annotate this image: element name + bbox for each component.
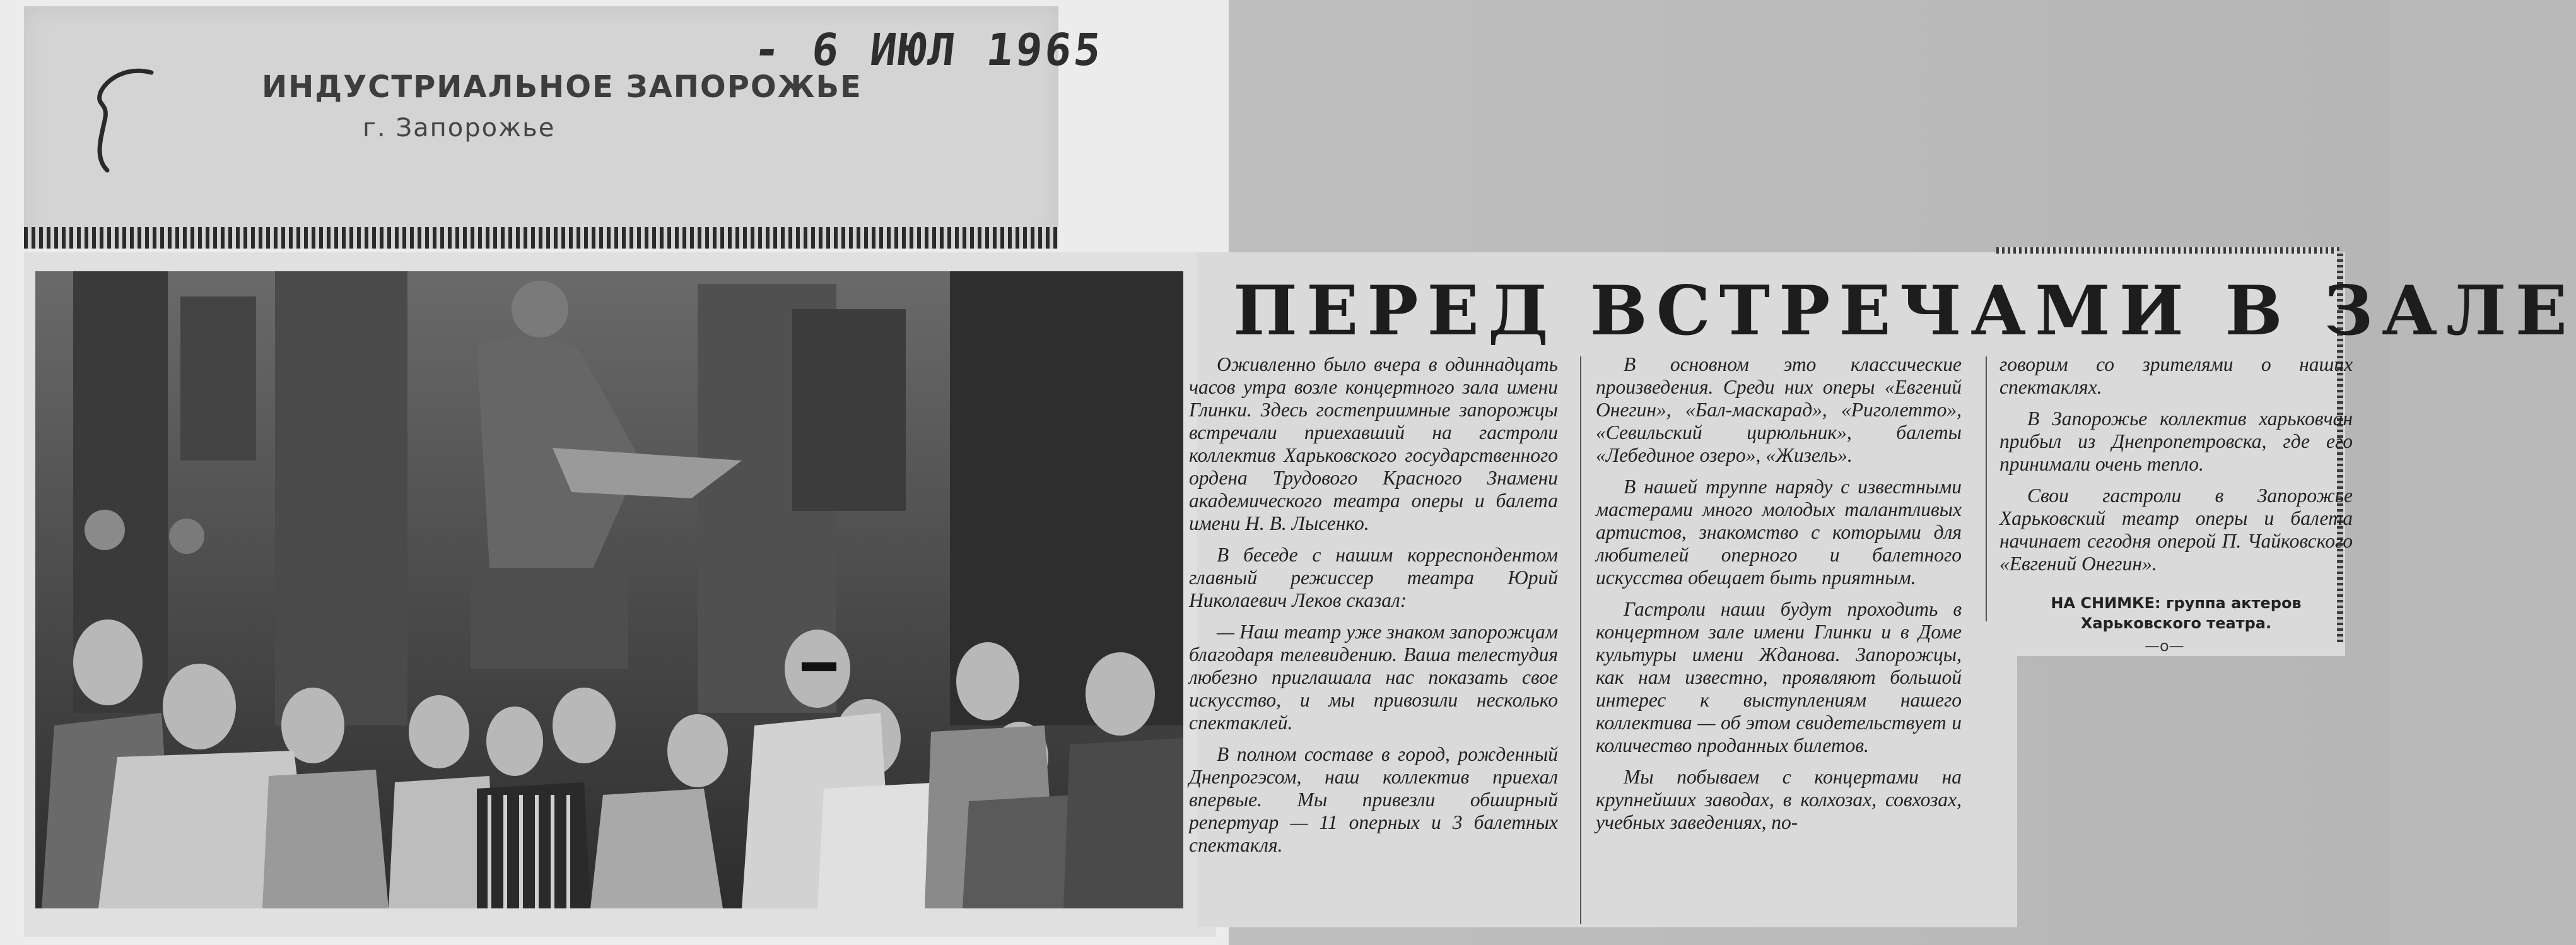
paragraph: Гастроли наши будут проходить в концертном зале имени Глинки и в Доме культуры имени Жданова. Запорожцы, как нам известно, проявляют большой интерес к выступлениям нашего коллектива — об этом свидетельствует и количество проданных билетов. — [1596, 598, 1962, 756]
end-mark: —о— — [2145, 637, 2184, 655]
paragraph: В нашей труппе наряду с известными мастерами много молодых талантливых артистов, знакомство с которыми для любителей оперного и балетного искусства обещает быть приятным. — [1596, 476, 1962, 589]
photo-frame — [24, 252, 1216, 937]
column-divider — [1986, 356, 1987, 621]
article-headline: ПЕРЕД ВСТРЕЧАМИ В ЗАЛЕ — [1233, 271, 2576, 351]
article-column-2 — [1596, 353, 1962, 843]
paragraph: В Запорожье коллектив харьковчан прибыл из Днепропетровска, где его принимали очень тепло. — [1999, 408, 2353, 475]
top-perforation — [1996, 247, 2340, 254]
newspaper-name: ИНДУСТРИАЛЬНОЕ ЗАПОРОЖЬЕ — [262, 69, 862, 105]
group-photo — [35, 271, 1183, 908]
paragraph: В основном это классические произведения. Среди них оперы «Евгений Онегин», «Бал-маскарад», «Риголетто», «Севильский цирюльник», балеты «Лебединое озеро», «Жизель». — [1596, 353, 1962, 466]
caption-label: НА СНИМКЕ: — [2051, 594, 2161, 612]
perforation-edge — [24, 227, 1058, 249]
paragraph: говорим со зрителями о наших спектаклях. — [1999, 353, 2353, 398]
pencil-mark-icon — [82, 63, 164, 177]
paragraph: В полном составе в город, рожденный Днепрогэсом, наш коллектив приехал впервые. Мы привезли обширный репертуар — 11 оперных и 3 балетных спектакля. — [1189, 743, 1558, 856]
paragraph: Свои гастроли в Запорожье Харьковский театр оперы и балета начинает сегодня оперой П. Чайковского «Евгений Онегин». — [1999, 484, 2353, 575]
paragraph: Мы побываем с концертами на крупнейших заводах, в колхозах, совхозах, учебных заведениях, по- — [1596, 766, 1962, 833]
paragraph: — Наш театр уже знаком запорожцам благодаря телевидению. Ваша телестудия любезно приглашала нас показать свое искусство, и мы привозили несколько спектаклей. — [1189, 621, 1558, 734]
newspaper-city: г. Запорожье — [363, 114, 556, 143]
photo-image — [35, 271, 1183, 908]
photo-caption — [1999, 593, 2353, 633]
caption-text: группа актеров Харьковского театра. — [2080, 594, 2302, 632]
column-divider — [1580, 356, 1581, 924]
paragraph: В беседе с нашим корреспондентом главный режиссер театра Юрий Николаевич Леков сказал: — [1189, 544, 1558, 611]
clipping-date: - 6 ИЮЛ 1965 — [751, 24, 1106, 76]
article-column-1 — [1189, 353, 1558, 866]
article-column-3 — [1999, 353, 2353, 584]
paragraph: Оживленно было вчера в одиннадцать часов утра возле концертного зала имени Глинки. Здесь гостеприимные запорожцы встречали приехавший на гастроли коллектив Харьковского государственного ордена Трудового Красного Знамени академического театра оперы и балета имени Н. В. Лысенко. — [1189, 353, 1558, 534]
